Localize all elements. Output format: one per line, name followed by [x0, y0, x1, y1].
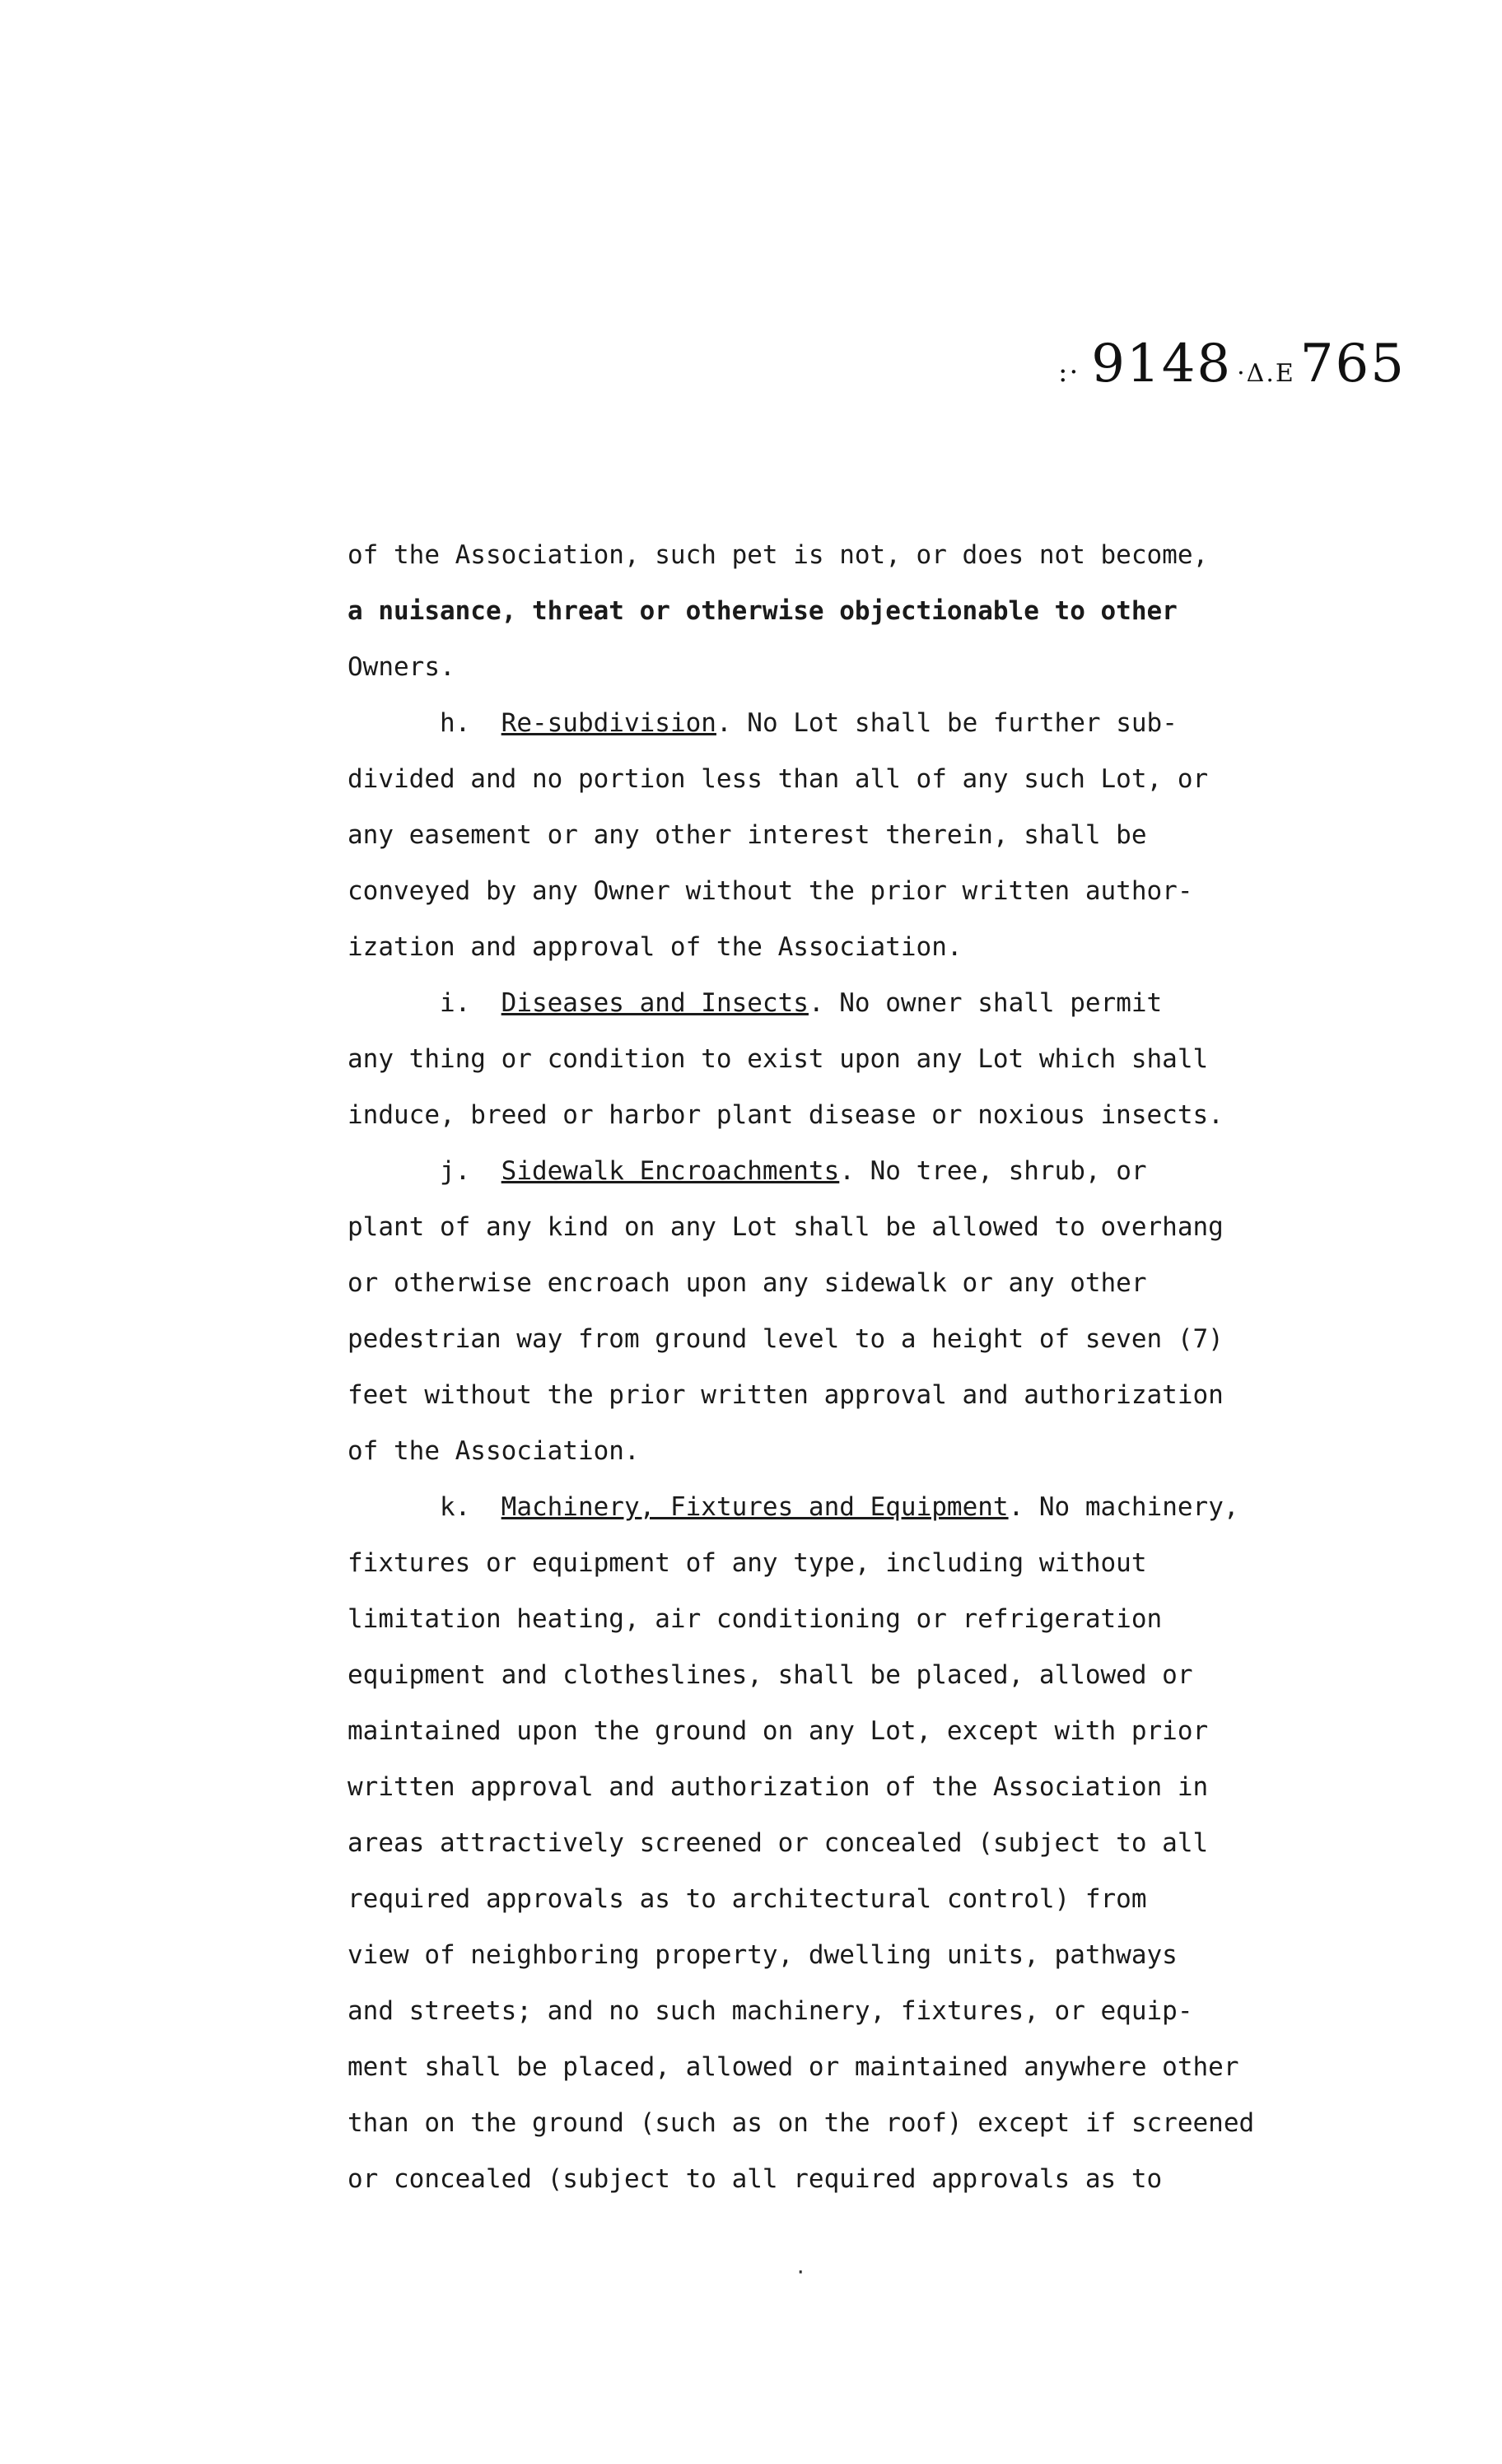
- text-line: ment shall be placed, allowed or maintained anywhere other: [348, 2052, 1239, 2082]
- text-line: divided and no portion less than all of any such Lot, or: [348, 764, 1209, 794]
- text-line: plant of any kind on any Lot shall be allowed to overhang: [348, 1212, 1224, 1242]
- page-number: [1058, 334, 1406, 394]
- text-line: limitation heating, air conditioning or refrigeration: [348, 1604, 1163, 1634]
- text-line: areas attractively screened or concealed (subject to all: [348, 1828, 1209, 1858]
- section-heading: Diseases and Insects: [501, 988, 809, 1018]
- text-line: any easement or any other interest therein, shall be: [348, 820, 1147, 850]
- section-j-first-line: [348, 1143, 1410, 1199]
- section-first-text: . No owner shall permit: [808, 988, 1163, 1018]
- page-num: 765: [1299, 334, 1406, 394]
- page-number-prefix: :·: [1058, 356, 1080, 389]
- page-number-mid: ·Δ.E: [1237, 359, 1295, 388]
- section-marker: k.: [440, 1492, 471, 1522]
- text-line: of the Association, such pet is not, or does not become,: [348, 540, 1209, 570]
- section-heading: Sidewalk Encroachments: [501, 1156, 840, 1186]
- section-marker: j.: [440, 1156, 471, 1186]
- text-line: maintained upon the ground on any Lot, except with prior: [348, 1716, 1209, 1746]
- text-line: than on the ground (such as on the roof) except if screened: [348, 2108, 1255, 2138]
- section-first-text: . No machinery,: [1008, 1492, 1239, 1522]
- section-i-first-line: [348, 975, 1410, 1031]
- text-line: written approval and authorization of the Association in: [348, 1772, 1209, 1802]
- text-line: any thing or condition to exist upon any Lot which shall: [348, 1044, 1209, 1074]
- section-first-text: . No tree, shrub, or: [839, 1156, 1147, 1186]
- section-marker: i.: [440, 988, 471, 1018]
- text-line: ization and approval of the Association.: [348, 932, 963, 962]
- section-heading: Machinery, Fixtures and Equipment: [501, 1492, 1009, 1522]
- text-line: and streets; and no such machinery, fixtures, or equip-: [348, 1996, 1193, 2026]
- text-line: or otherwise encroach upon any sidewalk or any other: [348, 1268, 1147, 1298]
- text-line: Owners.: [348, 652, 455, 682]
- section-first-text: . No Lot shall be further sub-: [716, 708, 1178, 738]
- text-line: view of neighboring property, dwelling units, pathways: [348, 1940, 1178, 1970]
- text-line: a nuisance, threat or otherwise objectionable to other: [348, 596, 1178, 626]
- text-line: equipment and clotheslines, shall be placed, allowed or: [348, 1660, 1193, 1690]
- text-line: required approvals as to architectural control) from: [348, 1884, 1147, 1914]
- text-line: conveyed by any Owner without the prior written author-: [348, 876, 1193, 906]
- document-body: [348, 527, 1410, 2207]
- section-k-first-line: [348, 1479, 1410, 1535]
- footer-mark: ·: [795, 2261, 807, 2284]
- book-number: 9148: [1091, 334, 1233, 394]
- text-line: pedestrian way from ground level to a height of seven (7): [348, 1324, 1224, 1354]
- text-line: induce, breed or harbor plant disease or noxious insects.: [348, 1100, 1224, 1130]
- section-heading: Re-subdivision: [501, 708, 716, 738]
- text-line: of the Association.: [348, 1436, 640, 1466]
- text-line: feet without the prior written approval and authorization: [348, 1380, 1224, 1410]
- section-marker: h.: [440, 708, 471, 738]
- text-line: or concealed (subject to all required approvals as to: [348, 2164, 1163, 2194]
- text-line: fixtures or equipment of any type, including without: [348, 1548, 1147, 1578]
- section-h-first-line: [348, 695, 1410, 751]
